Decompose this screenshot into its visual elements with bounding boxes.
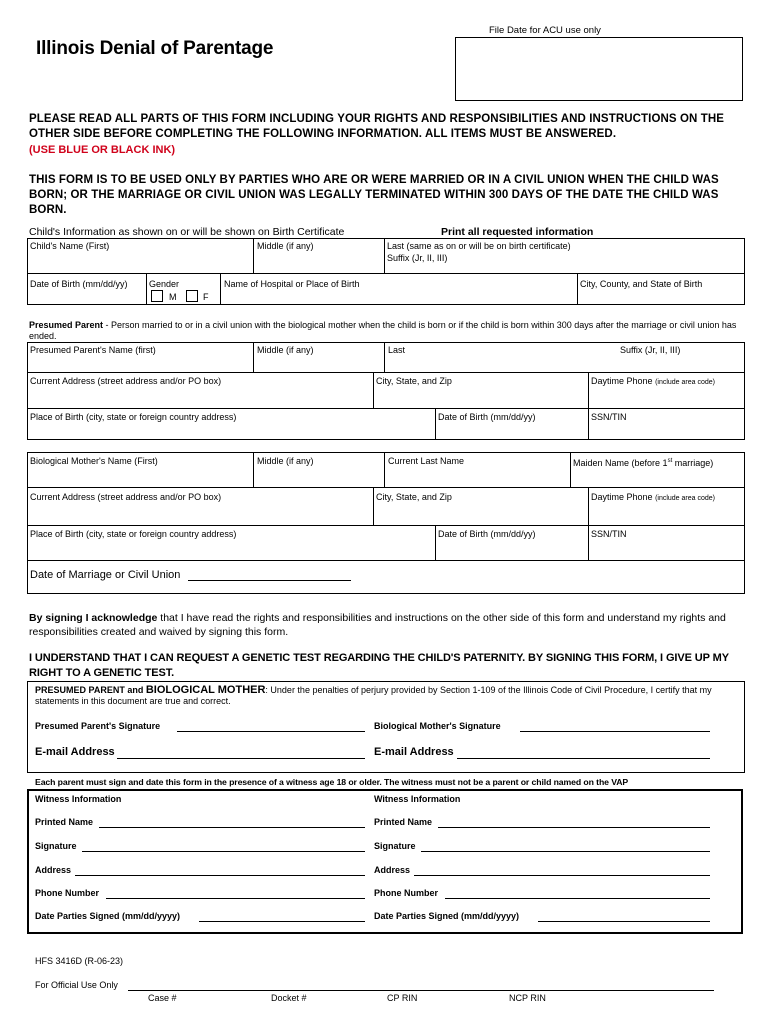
pp-dob-field[interactable]	[438, 425, 584, 438]
form-number: HFS 3416D (R-06-23)	[35, 956, 124, 966]
child-middle-name-field[interactable]	[257, 255, 379, 269]
pp-phone-label: Daytime Phone (include area code)	[591, 376, 715, 386]
bm-address-field[interactable]	[30, 506, 368, 521]
gender-m-checkbox[interactable]	[151, 290, 163, 302]
pp-middle-name-label: Middle (if any)	[257, 345, 314, 355]
child-middle-name-label: Middle (if any)	[257, 241, 314, 251]
child-dob-field[interactable]	[30, 291, 142, 303]
witness-right-printed-name-field[interactable]	[438, 814, 710, 826]
print-all-label: Print all requested information	[441, 226, 594, 238]
marriage-date-label: Date of Marriage or Civil Union	[30, 569, 181, 581]
file-date-box[interactable]	[455, 37, 743, 101]
witness-right-heading: Witness Information	[374, 794, 461, 804]
pp-place-of-birth-field[interactable]	[30, 425, 430, 438]
bm-ssn-label: SSN/TIN	[591, 529, 627, 539]
bm-first-name-field[interactable]	[30, 470, 248, 484]
witness-left-printed-name-label: Printed Name	[35, 817, 94, 827]
witness-left-printed-name-field[interactable]	[99, 814, 365, 826]
child-birth-location-field[interactable]	[580, 291, 740, 303]
pp-dob-label: Date of Birth (mm/dd/yy)	[438, 412, 536, 422]
bm-maiden-name-label: Maiden Name (before 1st marriage)	[573, 458, 714, 468]
cp-rin-label: CP RIN	[387, 993, 418, 1003]
gender-f-label: F	[203, 292, 209, 302]
perjury-statement: PRESUMED PARENT and BIOLOGICAL MOTHER: Under the penalties of perjury provided by Section 1-109 of the Illinois Code of Civil Procedure, I certify that my statements in this document are true and correct.	[35, 684, 712, 706]
child-first-name-field[interactable]	[30, 255, 248, 269]
bio-mother-signature-field[interactable]	[520, 718, 710, 730]
pp-first-name-label: Presumed Parent's Name (first)	[30, 345, 156, 355]
witness-right-date-label: Date Parties Signed (mm/dd/yyyy)	[374, 911, 520, 921]
file-date-label: File Date for ACU use only	[489, 25, 601, 36]
bm-ssn-field[interactable]	[591, 543, 741, 557]
bm-middle-name-label: Middle (if any)	[257, 456, 314, 466]
official-use-line	[128, 990, 714, 991]
witness-left-date-field[interactable]	[199, 908, 365, 920]
gender-f-checkbox[interactable]	[186, 290, 198, 302]
bm-city-state-zip-field[interactable]	[376, 506, 584, 521]
pp-suffix-label: Suffix (Jr, II, III)	[620, 345, 681, 355]
bm-address-label: Current Address (street address and/or PO box)	[30, 492, 222, 502]
bio-mother-signature-label: Biological Mother's Signature	[374, 721, 501, 731]
presumed-parent-description	[29, 320, 749, 342]
presumed-parent-heading: Presumed Parent	[29, 320, 104, 330]
bm-first-name-label: Biological Mother's Name (First)	[30, 456, 158, 466]
case-number-label: Case #	[148, 993, 177, 1003]
docket-number-label: Docket #	[271, 993, 307, 1003]
bm-phone-label: Daytime Phone (include area code)	[591, 492, 715, 502]
email-right-field[interactable]	[457, 745, 710, 757]
child-section-label: Child's Information as shown on or will be shown on Birth Certificate	[29, 226, 345, 238]
marriage-date-line	[188, 580, 351, 581]
gender-m-label: M	[169, 292, 177, 302]
witness-right-date-field[interactable]	[538, 908, 710, 920]
child-hospital-field[interactable]	[224, 291, 572, 303]
presumed-parent-signature-field[interactable]	[177, 718, 365, 730]
child-suffix-label: Suffix (Jr, II, III)	[387, 253, 448, 263]
child-last-name-label: Last (same as on or will be on birth certificate)	[387, 241, 571, 251]
pp-city-state-zip-field[interactable]	[376, 390, 584, 404]
pp-city-state-zip-label: City, State, and Zip	[376, 376, 452, 386]
witness-left-date-label: Date Parties Signed (mm/dd/yyyy)	[35, 911, 181, 921]
witness-left-phone-field[interactable]	[106, 885, 365, 897]
pp-last-name-label: Last	[388, 345, 406, 355]
pp-ssn-label: SSN/TIN	[591, 412, 627, 422]
witness-right-printed-name-label: Printed Name	[374, 817, 433, 827]
bm-dob-label: Date of Birth (mm/dd/yy)	[438, 529, 536, 539]
bm-place-of-birth-label: Place of Birth (city, state or foreign country address)	[30, 529, 237, 539]
ink-note: (USE BLUE OR BLACK INK)	[29, 144, 176, 156]
witness-left-phone-label: Phone Number	[35, 888, 100, 898]
email-right-label: E-mail Address	[374, 746, 454, 758]
pp-address-label: Current Address (street address and/or PO box)	[30, 376, 222, 386]
presumed-parent-text: - Person married to or in a civil union with the biological mother when the child is born or if the child is born within 300 days after the marriage or civil union has ended.	[29, 320, 737, 341]
bm-maiden-name-field[interactable]	[573, 470, 741, 484]
bm-middle-name-field[interactable]	[257, 470, 379, 484]
marriage-date-field[interactable]	[188, 567, 351, 579]
witness-right-phone-field[interactable]	[445, 885, 710, 897]
bm-phone-field[interactable]	[591, 506, 741, 521]
child-hospital-label: Name of Hospital or Place of Birth	[224, 279, 360, 289]
witness-left-address-label: Address	[35, 865, 72, 875]
pp-place-of-birth-label: Place of Birth (city, state or foreign country address)	[30, 412, 237, 422]
ncp-rin-label: NCP RIN	[509, 993, 546, 1003]
witness-note: Each parent must sign and date this form in the presence of a witness age 18 or older. The witness must not be a parent or child named on the VAP	[35, 777, 629, 787]
pp-middle-name-field[interactable]	[257, 357, 379, 370]
witness-left-address-field[interactable]	[75, 862, 365, 874]
read-all-instructions: PLEASE READ ALL PARTS OF THIS FORM INCLUDING YOUR RIGHTS AND RESPONSIBILITIES AND INSTRUCTIONS ON THE OTHER SIDE BEFORE COMPLETING THE FOLLOWING INFORMATION. ALL ITEMS MUST BE ANSWERED.	[29, 113, 725, 140]
pp-phone-field[interactable]	[591, 390, 741, 404]
pp-ssn-field[interactable]	[591, 425, 741, 438]
child-dob-label: Date of Birth (mm/dd/yy)	[30, 279, 128, 289]
witness-left-signature-label: Signature	[35, 841, 77, 851]
email-left-field[interactable]	[117, 745, 365, 757]
witness-left-heading: Witness Information	[35, 794, 122, 804]
official-use-label: For Official Use Only	[35, 980, 118, 990]
witness-right-address-label: Address	[374, 865, 411, 875]
witness-right-signature-field[interactable]	[421, 838, 710, 850]
witness-left-signature-field[interactable]	[82, 838, 365, 850]
email-left-label: E-mail Address	[35, 746, 115, 758]
acknowledgment-text: By signing I acknowledge that I have read the rights and responsibilities and instructions on the other side of this form and understand my rights and responsibilities created and waived by signing this form.	[29, 612, 726, 638]
pp-address-field[interactable]	[30, 390, 368, 404]
presumed-parent-signature-label: Presumed Parent's Signature	[35, 721, 161, 731]
child-last-name-field[interactable]	[387, 264, 737, 273]
acknowledgment-lead: By signing I acknowledge	[29, 612, 158, 624]
witness-right-phone-label: Phone Number	[374, 888, 439, 898]
bm-last-name-field[interactable]	[388, 470, 566, 484]
bm-dob-field[interactable]	[438, 543, 584, 557]
pp-suffix-field[interactable]	[620, 357, 740, 370]
bm-place-of-birth-field[interactable]	[30, 543, 430, 557]
witness-right-address-field[interactable]	[414, 862, 710, 874]
genetic-test-statement: I UNDERSTAND THAT I CAN REQUEST A GENETIC TEST REGARDING THE CHILD'S PATERNITY. BY SIGNING THIS FORM, I GIVE UP MY RIGHT TO A GENETIC TEST.	[29, 652, 729, 679]
pp-last-name-field[interactable]	[388, 357, 608, 370]
child-first-name-label: Child's Name (First)	[30, 241, 110, 251]
child-birth-location-label: City, County, and State of Birth	[580, 279, 703, 289]
eligibility-statement: THIS FORM IS TO BE USED ONLY BY PARTIES WHO ARE OR WERE MARRIED OR IN A CIVIL UNION WHEN THE CHILD WAS BORN; OR THE MARRIAGE OR CIVIL UNION WAS LEGALLY TERMINATED WITHIN 300 DAYS OF THE DATE THE CHILD WAS BORN.	[29, 174, 719, 216]
pp-first-name-field[interactable]	[30, 357, 248, 370]
witness-right-signature-label: Signature	[374, 841, 416, 851]
bm-city-state-zip-label: City, State, and Zip	[376, 492, 452, 502]
bm-last-name-label: Current Last Name	[388, 456, 465, 466]
form-title: Illinois Denial of Parentage	[36, 38, 274, 59]
child-gender-label: Gender	[149, 279, 180, 289]
